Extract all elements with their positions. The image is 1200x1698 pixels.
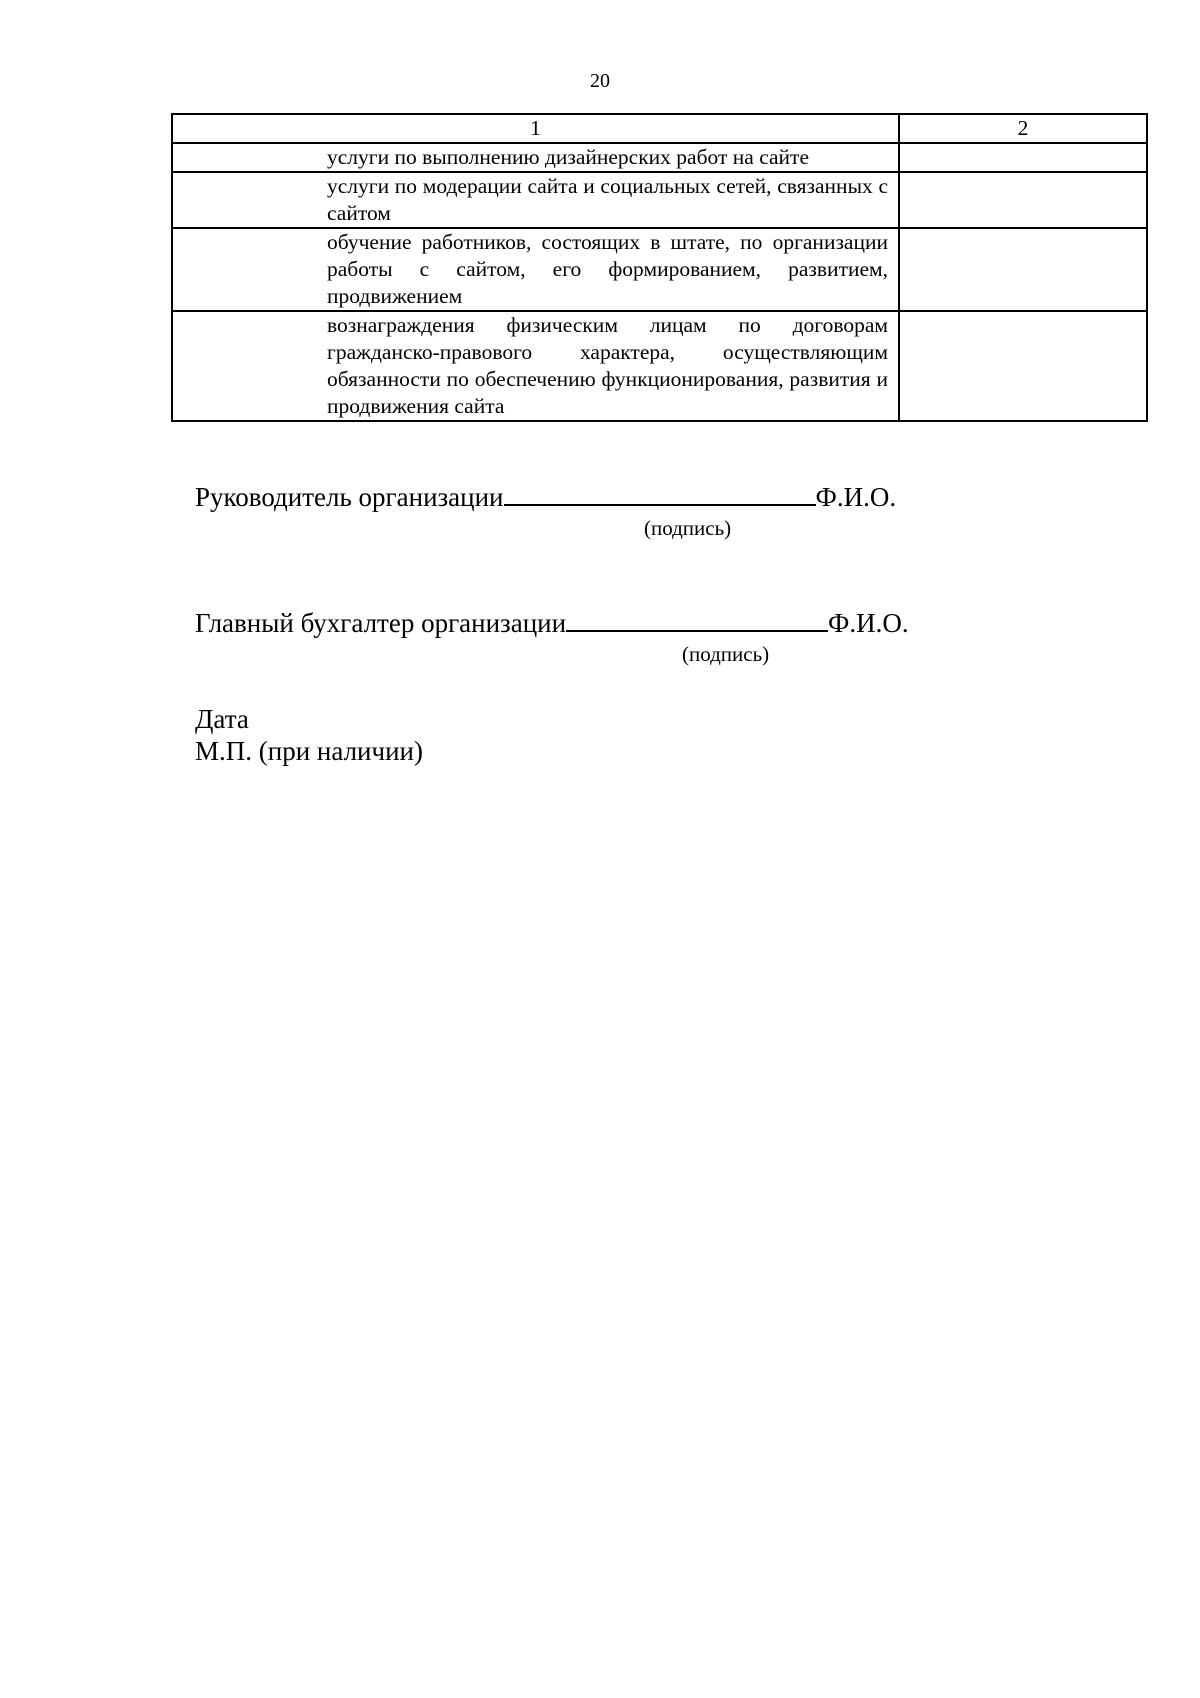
- row-text: услуги по выполнению дизайнерских работ на сайте: [327, 145, 809, 169]
- row-text: вознаграждения физическим лицам по договорам гражданско-правового характера, осуществляющим обязанности по обеспечению функционирования, развития и продвижения сайта: [327, 313, 888, 418]
- head-signature-caption: (подпись): [644, 516, 732, 540]
- page-number: 20: [590, 70, 610, 92]
- row-value-cell: [899, 172, 1147, 228]
- row-text: обучение работников, состоящих в штате, по организации работы с сайтом, его формированием, развитием, продвижением: [327, 230, 888, 308]
- head-signature-label: Руководитель организации: [195, 482, 504, 512]
- table-header-row: [172, 114, 1147, 143]
- table-header-col-2: 2: [899, 114, 1147, 143]
- accountant-signature-name: Ф.И.О.: [828, 608, 909, 638]
- row-description: [172, 143, 899, 172]
- table-header-col-1: 1: [172, 114, 899, 143]
- row-description: [172, 311, 899, 421]
- table-row: [172, 228, 1147, 311]
- table-row: [172, 311, 1147, 421]
- accountant-signature-line: [195, 606, 909, 639]
- head-signature-name: Ф.И.О.: [815, 482, 897, 512]
- stamp-label: М.П. (при наличии): [195, 736, 423, 766]
- accountant-signature-caption: (подпись): [682, 642, 770, 666]
- row-value-cell: [899, 143, 1147, 172]
- row-value-cell: [899, 311, 1147, 421]
- accountant-signature-label: Главный бухгалтер организации: [195, 608, 567, 638]
- report-table: [171, 113, 1148, 422]
- row-description: [172, 172, 899, 228]
- date-label: Дата: [195, 704, 249, 734]
- row-description: [172, 228, 899, 311]
- head-signature-line: [195, 480, 896, 513]
- row-value-cell: [899, 228, 1147, 311]
- table-row: [172, 172, 1147, 228]
- table-row: [172, 143, 1147, 172]
- accountant-signature-blank: [566, 606, 828, 632]
- row-text: услуги по модерации сайта и социальных сетей, связанных с сайтом: [327, 174, 888, 225]
- head-signature-blank: [504, 480, 816, 506]
